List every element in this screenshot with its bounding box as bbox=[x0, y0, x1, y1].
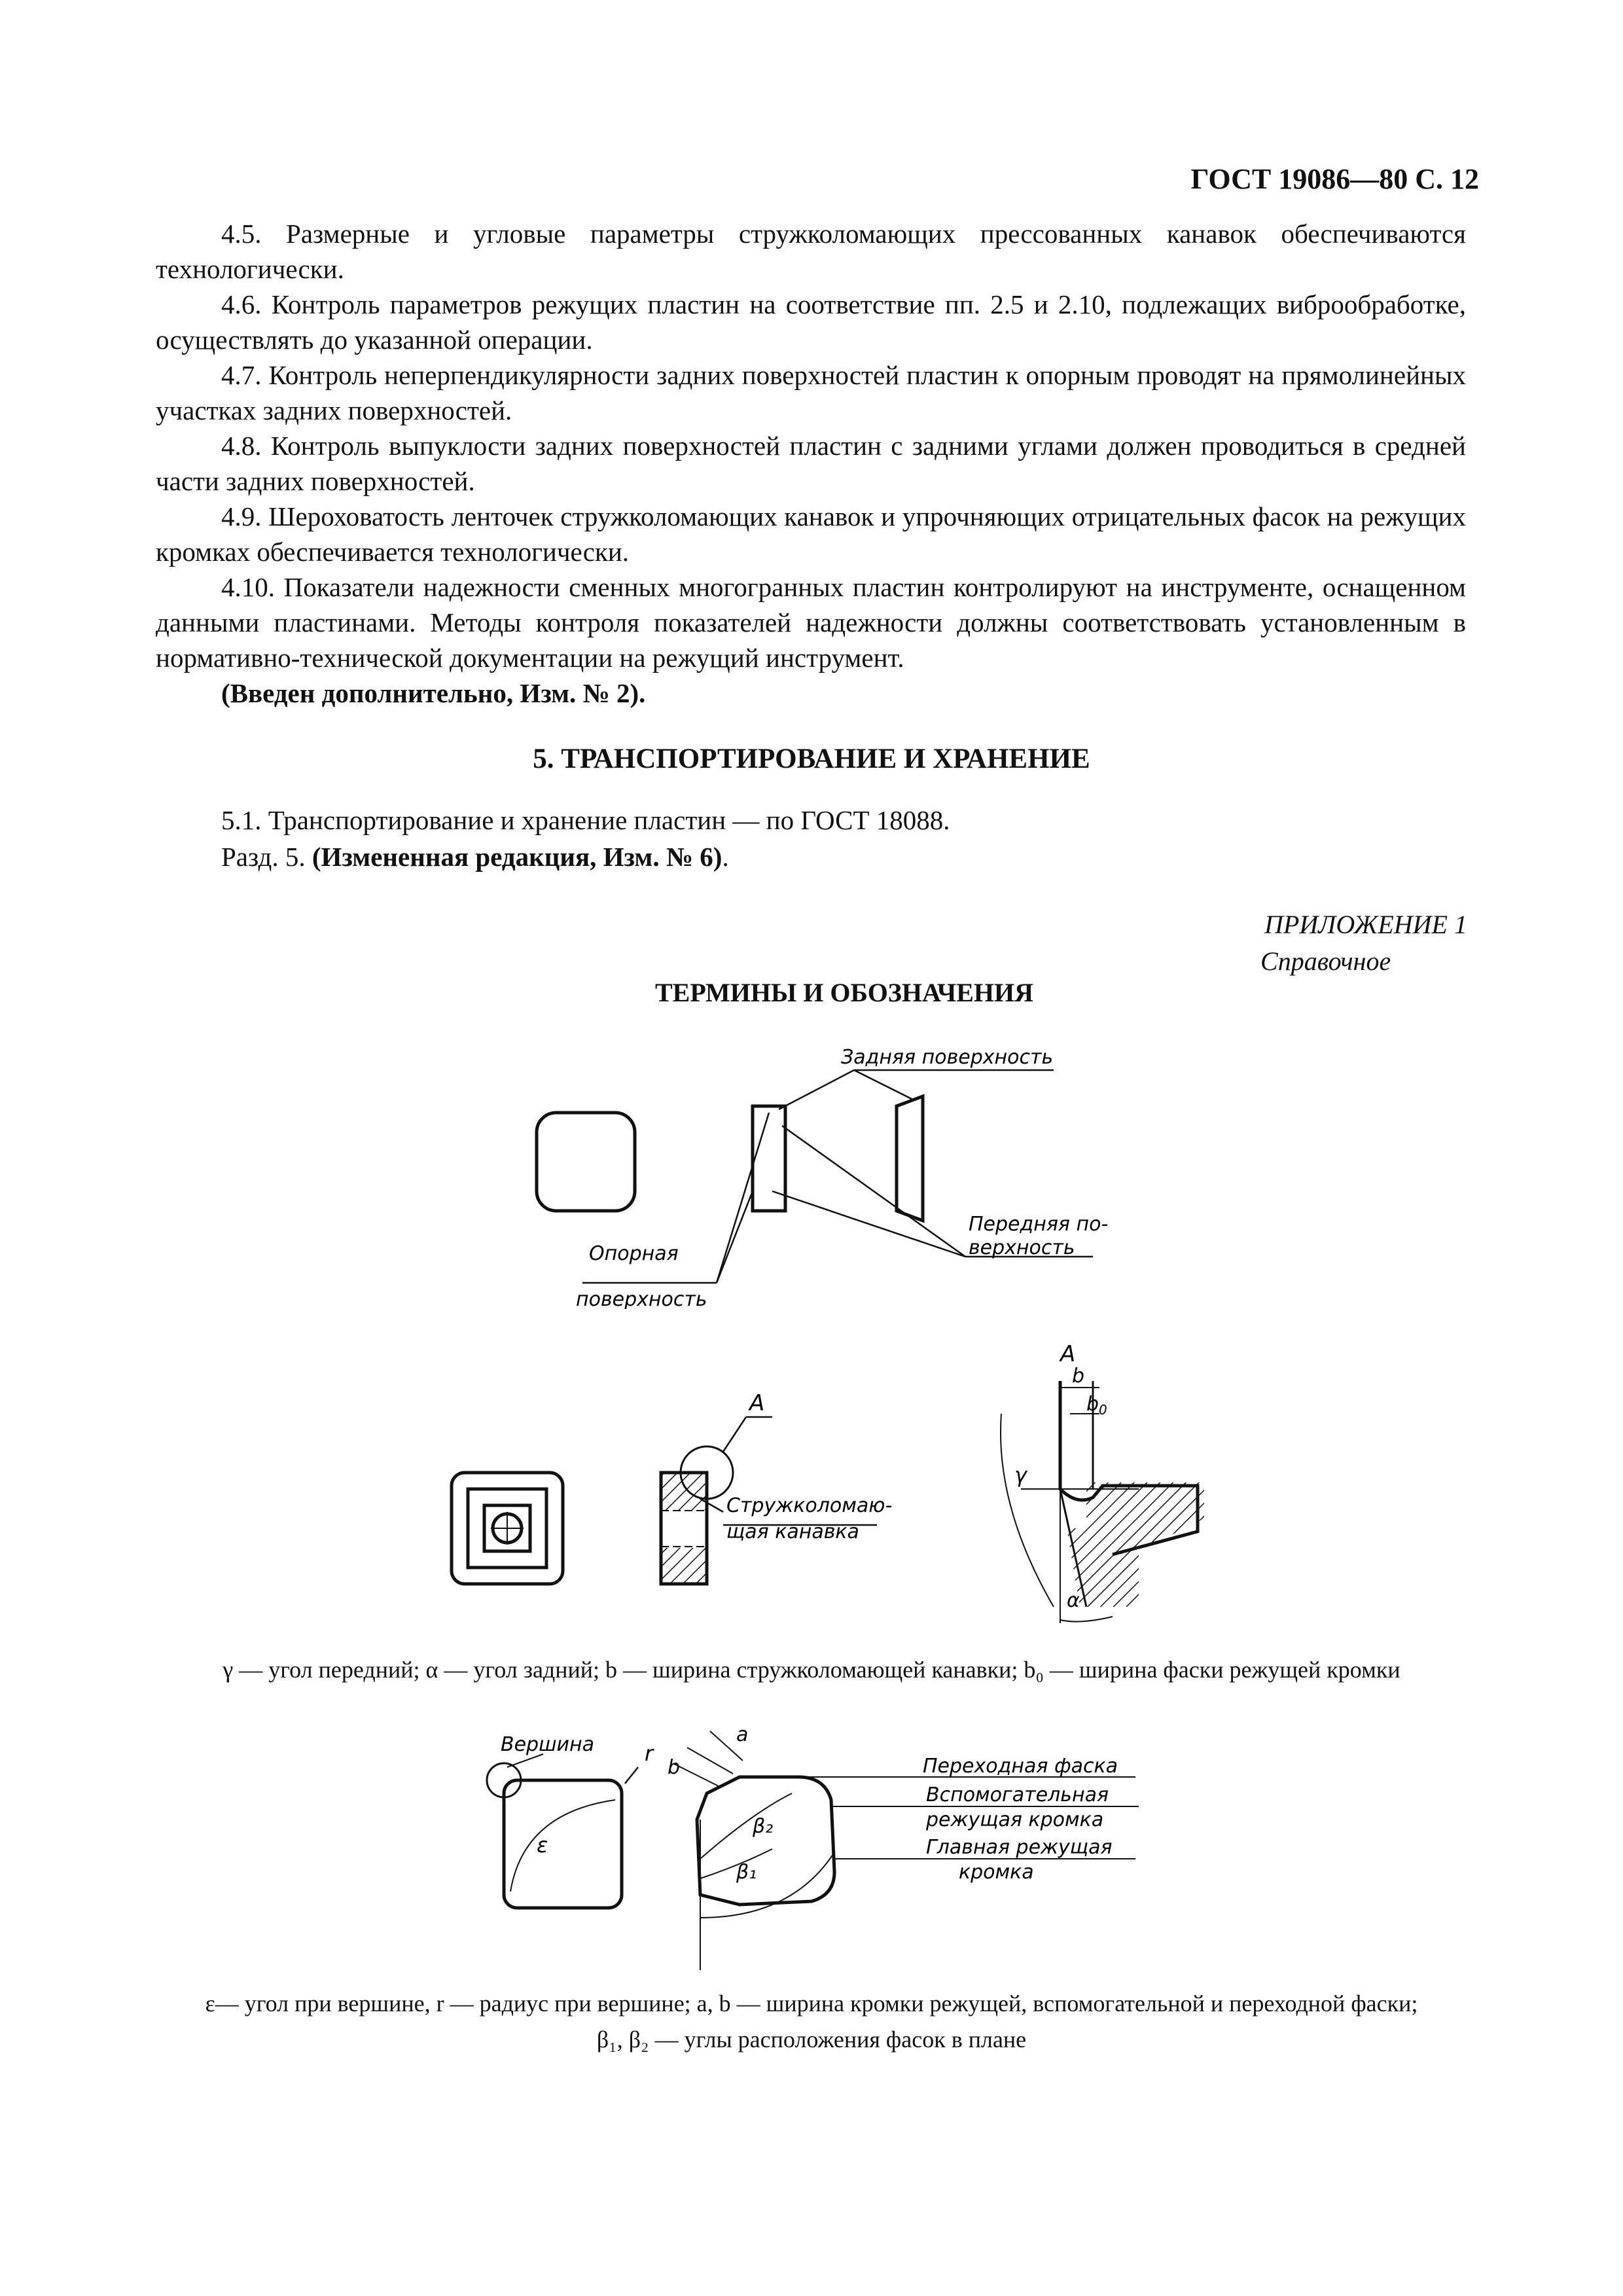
label-chamfer-b: b bbox=[668, 1756, 681, 1779]
insert-side-view bbox=[753, 1106, 785, 1211]
paragraph-4-5: 4.5. Размерные и угловые параметры стружколомающих прессованных канавок обеспечиваются технологически. bbox=[156, 219, 1466, 284]
label-epsilon: ε bbox=[537, 1833, 548, 1857]
paragraph-4-8: 4.8. Контроль выпуклости задних поверхностей пластин с задними углами должен проводиться в средней части задних поверхностей. bbox=[156, 431, 1466, 496]
label-chamfer-a: a bbox=[736, 1723, 749, 1746]
label-aux-edge-2: режущая кромка bbox=[926, 1808, 1104, 1831]
label-vertex: Вершина bbox=[501, 1733, 595, 1756]
paragraph-4-7: 4.7. Контроль неперпендикулярности задних поверхностей пластин к опорным проводят на прямолинейных участках задних поверхностей. bbox=[156, 360, 1466, 425]
amendment-note: (Введен дополнительно, Изм. № 2). bbox=[221, 678, 646, 708]
main-text bbox=[156, 216, 1466, 711]
section-5-note-bold: (Измененная редакция, Изм. № 6) bbox=[312, 842, 722, 872]
label-groove-2: щая канавка bbox=[726, 1520, 859, 1543]
label-gamma: γ bbox=[1014, 1463, 1027, 1488]
figure-vertex bbox=[478, 1721, 1185, 1996]
label-front-surface-2: верхность bbox=[969, 1236, 1075, 1259]
figure-chip-groove bbox=[432, 1342, 1283, 1649]
appendix-label bbox=[1260, 906, 1467, 980]
section-5-note bbox=[221, 838, 950, 875]
insert-tapered-view bbox=[897, 1096, 923, 1221]
label-aux-edge-1: Вспомогательная bbox=[926, 1784, 1109, 1806]
label-beta1: β₁ bbox=[736, 1861, 757, 1884]
section-5-body bbox=[221, 802, 950, 875]
label-main-edge-1: Главная режущая bbox=[926, 1836, 1113, 1859]
label-transition-chamfer: Переходная фаска bbox=[923, 1755, 1118, 1778]
label-front-surface-1: Передняя по- bbox=[969, 1213, 1109, 1236]
label-groove-1: Стружколомаю- bbox=[726, 1494, 893, 1517]
paragraph-4-9: 4.9. Шероховатость ленточек стружколомающих канавок и упрочняющих отрицательных фасок на режущих кромках обеспечивается технологически. bbox=[156, 501, 1466, 567]
insert-top-view bbox=[537, 1113, 635, 1211]
label-main-edge-2: кромка bbox=[959, 1861, 1034, 1884]
label-width-b: b bbox=[1072, 1365, 1085, 1388]
label-back-surface: Задняя поверхность bbox=[841, 1046, 1054, 1069]
section-5-title: 5. ТРАНСПОРТИРОВАНИЕ И ХРАНЕНИЕ bbox=[533, 744, 1090, 774]
label-detail-a: A bbox=[1060, 1342, 1076, 1367]
label-width-b0: $b_0$ bbox=[1086, 1393, 1107, 1418]
label-radius: r bbox=[645, 1741, 654, 1766]
figure-3-caption-1: ε— угол при вершине, r — радиус при вершине; a, b — ширина кромки режущей, вспомогательной и переходной фаски; bbox=[205, 1990, 1418, 2017]
paragraph-4-10: 4.10. Показатели надежности сменных многогранных пластин контролируют на инструменте, оснащенном данными пластинами. Методы контроля показателей надежности должны соответствовать установленным в нормативно-технической документации на режущий инструмент. bbox=[156, 572, 1466, 673]
appendix-number: ПРИЛОЖЕНИЕ 1 bbox=[1264, 910, 1467, 939]
groove-insert-section bbox=[661, 1473, 707, 1584]
label-base-surface-1: Опорная bbox=[589, 1242, 679, 1265]
section-5-note-prefix: Разд. 5. bbox=[221, 842, 312, 872]
figure-2-caption: γ — угол передний; α — угол задний; b — ширина стружколомающей канавки; b₀ — ширина фаски режущей кромки bbox=[223, 1657, 1400, 1683]
label-beta2: β₂ bbox=[753, 1815, 774, 1838]
section-5-item: 5.1. Транспортирование и хранение пластин — по ГОСТ 18088. bbox=[221, 805, 950, 835]
label-base-surface-2: поверхность bbox=[576, 1288, 707, 1309]
section-5-note-suffix: . bbox=[722, 842, 729, 872]
appendix-type: Справочное bbox=[1260, 946, 1391, 976]
paragraph-4-6: 4.6. Контроль параметров режущих пластин на соответствие пп. 2.5 и 2.10, подлежащих виброобработке, осуществлять до указанной операции. bbox=[156, 289, 1466, 355]
chamfer-insert bbox=[697, 1777, 834, 1905]
label-alpha: α bbox=[1067, 1589, 1080, 1612]
figure-3-caption-2: β₁, β₂ — углы расположения фасок в плане bbox=[596, 2026, 1027, 2053]
document-header: ГОСТ 19086—80 С. 12 bbox=[1190, 163, 1479, 195]
terms-title: ТЕРМИНЫ И ОБОЗНАЧЕНИЯ bbox=[655, 978, 1033, 1007]
figure-surfaces bbox=[497, 1034, 1152, 1309]
vertex-insert bbox=[504, 1780, 622, 1908]
label-view-a: A bbox=[749, 1390, 765, 1416]
